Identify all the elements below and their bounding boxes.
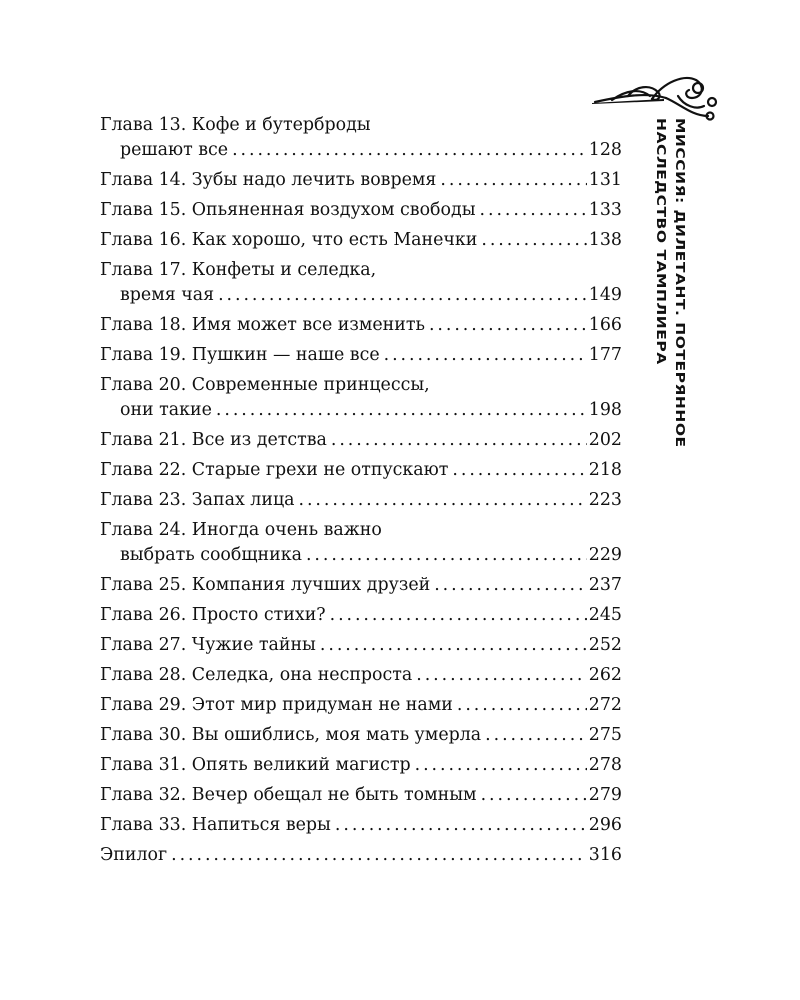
toc-entry-title-line: они такие — [120, 400, 212, 420]
toc-entry-title — [100, 663, 622, 688]
dot-leader — [480, 198, 587, 223]
toc-entry-title-line: Глава 32. Вечер обещал не быть томным — [100, 785, 477, 805]
toc-page-number: 218 — [588, 460, 622, 480]
toc-entry-title-line: Эпилог — [100, 845, 168, 865]
dot-leader — [434, 573, 587, 598]
dot-leader — [440, 168, 586, 193]
toc-entry-title-line: Глава 16. Как хорошо, что есть Манечки — [100, 230, 478, 250]
toc-entry — [100, 813, 622, 838]
toc-entry-title-line: Глава 28. Селедка, она неспроста — [100, 665, 413, 685]
toc-entry-title — [100, 168, 622, 193]
dot-leader — [485, 723, 587, 748]
toc-entry-title-line: решают все — [120, 140, 229, 160]
toc-page-number: 275 — [588, 725, 622, 745]
toc-entry-title-line: Глава 23. Запах лица — [100, 490, 295, 510]
dot-leader — [457, 693, 587, 718]
dot-leader — [306, 543, 587, 568]
dot-leader — [384, 343, 587, 368]
toc-page-number: 177 — [588, 345, 622, 365]
toc-entry-title — [100, 573, 622, 598]
toc-entry-title-line: выбрать сообщника — [120, 545, 302, 565]
toc-entry-title-line: Глава 33. Напиться веры — [100, 815, 331, 835]
toc-page-number: 128 — [588, 140, 622, 160]
toc-entry-title — [100, 198, 622, 223]
toc-entry — [100, 373, 622, 423]
toc-page-number: 138 — [588, 230, 622, 250]
toc-entry-title-line: Глава 14. Зубы надо лечить вовремя — [100, 170, 437, 190]
toc-entry-title — [100, 343, 622, 368]
toc-entry-title — [100, 783, 622, 808]
toc-entry — [100, 168, 622, 193]
toc-entry — [100, 113, 622, 163]
toc-entry-title — [100, 258, 622, 308]
toc-page-number: 279 — [588, 785, 622, 805]
toc-page-number: 278 — [588, 755, 622, 775]
toc-entry-title-line: Глава 13. Кофе и бутерброды — [100, 115, 371, 135]
toc-page-number: 166 — [588, 315, 622, 335]
toc-entry-title-line: Глава 15. Опьяненная воздухом свободы — [100, 200, 476, 220]
toc-entry — [100, 518, 622, 568]
toc-entry-title — [100, 428, 622, 453]
toc-entry-title — [100, 518, 622, 568]
toc-entry-title-line: Глава 25. Компания лучших друзей — [100, 575, 431, 595]
toc-entry-title-line: Глава 21. Все из детства — [100, 430, 327, 450]
toc-entry-title — [100, 843, 622, 868]
dot-leader — [320, 633, 587, 658]
toc-entry-title — [100, 458, 622, 483]
toc-page-number: 223 — [588, 490, 622, 510]
toc-page-number: 202 — [588, 430, 622, 450]
dot-leader — [218, 283, 587, 308]
toc-entry-title — [100, 633, 622, 658]
toc-entry — [100, 663, 622, 688]
toc-entry-title-line: Глава 27. Чужие тайны — [100, 635, 316, 655]
toc-entry-title — [100, 488, 622, 513]
toc-page-number: 229 — [588, 545, 622, 565]
toc-entry — [100, 633, 622, 658]
dot-leader — [452, 458, 586, 483]
toc-entry — [100, 228, 622, 253]
dot-leader — [232, 138, 587, 163]
toc-entry-title-line: Глава 30. Вы ошиблись, моя мать умерла — [100, 725, 482, 745]
toc-entry-title — [100, 813, 622, 838]
toc-entry-title — [100, 603, 622, 628]
toc-entry — [100, 783, 622, 808]
toc-page-number: 316 — [588, 845, 622, 865]
dot-leader — [216, 398, 587, 423]
toc-entry — [100, 343, 622, 368]
toc-page-number: 198 — [588, 400, 622, 420]
toc-entry-title — [100, 313, 622, 338]
dot-leader — [171, 843, 587, 868]
toc-entry — [100, 723, 622, 748]
toc-page-number: 262 — [588, 665, 622, 685]
toc-entry — [100, 313, 622, 338]
toc-entry-title-line: Глава 17. Конфеты и селедка, — [100, 260, 377, 280]
toc-entry-title-line: Глава 26. Просто стихи? — [100, 605, 326, 625]
toc-entry-title-line: Глава 24. Иногда очень важно — [100, 520, 382, 540]
toc-page-number: 237 — [588, 575, 622, 595]
toc-entry-title-line: Глава 22. Старые грехи не отпускают — [100, 460, 449, 480]
toc-page-number: 245 — [588, 605, 622, 625]
toc-entry — [100, 693, 622, 718]
toc-entry-title-line: Глава 19. Пушкин — наше все — [100, 345, 380, 365]
toc-entry-title-line: Глава 31. Опять великий магистр — [100, 755, 411, 775]
toc-entry-title-line: Глава 18. Имя может все изменить — [100, 315, 425, 335]
toc-entry-title-line: Глава 20. Современные принцессы, — [100, 375, 430, 395]
toc-entry-title — [100, 693, 622, 718]
toc-entry — [100, 573, 622, 598]
toc-entry — [100, 198, 622, 223]
running-head: МИССИЯ: ДИЛЕТАНТ. ПОТЕРЯННОЕ НАСЛЕДСТВО ТАМПЛИЕРА — [653, 118, 688, 448]
dot-leader — [429, 313, 587, 338]
dot-leader — [481, 228, 586, 253]
toc-entry — [100, 428, 622, 453]
toc-page-number: 252 — [588, 635, 622, 655]
toc-entry-title — [100, 113, 622, 163]
toc-entry — [100, 488, 622, 513]
toc-entry-title-line: время чая — [120, 285, 215, 305]
toc-entry — [100, 753, 622, 778]
toc-page-number: 131 — [588, 170, 622, 190]
toc-entry-title — [100, 753, 622, 778]
toc-page-number: 296 — [588, 815, 622, 835]
toc-entry — [100, 843, 622, 868]
toc-page-number: 272 — [588, 695, 622, 715]
toc-entry — [100, 603, 622, 628]
toc-entry — [100, 258, 622, 308]
toc-entry-title — [100, 373, 622, 423]
dot-leader — [481, 783, 587, 808]
dot-leader — [299, 488, 587, 513]
dot-leader — [416, 663, 587, 688]
toc-entry — [100, 458, 622, 483]
toc-entry-title — [100, 723, 622, 748]
toc-page-number: 133 — [588, 200, 622, 220]
toc-page-number: 149 — [588, 285, 622, 305]
dot-leader — [331, 428, 587, 453]
dot-leader — [335, 813, 587, 838]
dot-leader — [330, 603, 587, 628]
toc-entry-title — [100, 228, 622, 253]
table-of-contents — [100, 113, 622, 873]
toc-entry-title-line: Глава 29. Этот мир придуман не нами — [100, 695, 453, 715]
dot-leader — [415, 753, 587, 778]
